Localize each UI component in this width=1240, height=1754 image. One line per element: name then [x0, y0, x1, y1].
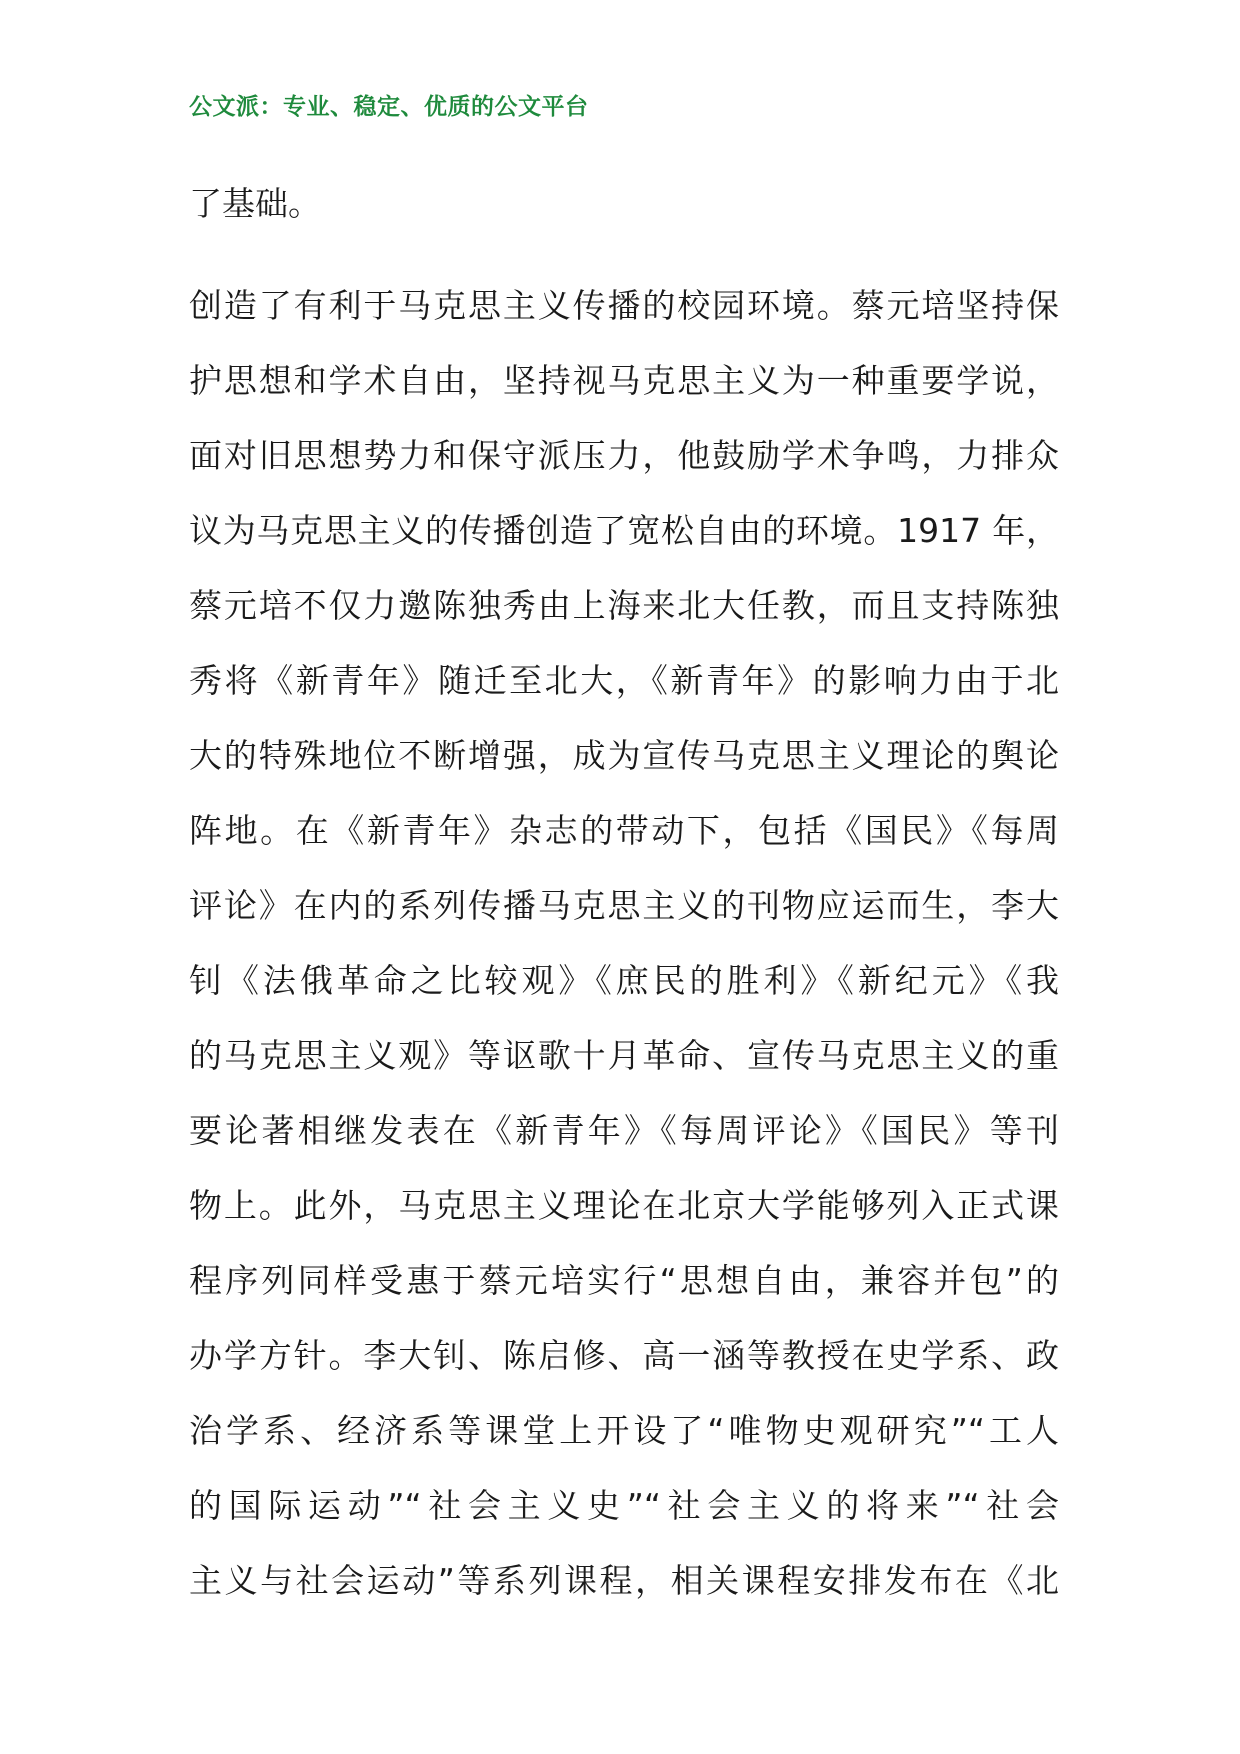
- text-line: 物上。此外，马克思主义理论在北京大学能够列入正式课: [189, 1186, 1059, 1225]
- text-line: 蔡元培不仅力邀陈独秀由上海来北大任教，而且支持陈独: [189, 586, 1059, 625]
- text-line: 办学方针。李大钊、陈启修、高一涵等教授在史学系、政: [189, 1336, 1059, 1375]
- text-line: 秀将《新青年》随迁至北大，《新青年》的影响力由于北: [189, 661, 1059, 700]
- document-body: [189, 166, 1059, 1618]
- text-line: 了基础。: [189, 184, 321, 223]
- text-line: 主义与社会运动”等系列课程，相关课程安排发布在《北: [189, 1561, 1059, 1600]
- text-line: 议为马克思主义的传播创造了宽松自由的环境。1917 年，: [189, 511, 1059, 550]
- text-line: 大的特殊地位不断增强，成为宣传马克思主义理论的舆论: [189, 736, 1059, 775]
- text-line: 要论著相继发表在《新青年》《每周评论》《国民》等刊: [189, 1111, 1059, 1150]
- text-line: 面对旧思想势力和保守派压力，他鼓励学术争鸣，力排众: [189, 436, 1059, 475]
- text-line: 创造了有利于马克思主义传播的校园环境。蔡元培坚持保: [189, 286, 1059, 325]
- text-line: 的国际运动”“社会主义史”“社会主义的将来”“社会: [189, 1486, 1059, 1525]
- text-line: 护思想和学术自由，坚持视马克思主义为一种重要学说，: [189, 361, 1059, 400]
- text-line: 治学系、经济系等课堂上开设了“唯物史观研究”“工人: [189, 1411, 1059, 1450]
- text-line: 钊《法俄革命之比较观》《庶民的胜利》《新纪元》《我: [189, 961, 1059, 1000]
- page-header: 公文派：专业、稳定、优质的公文平台: [189, 93, 589, 120]
- text-line: 的马克思主义观》等讴歌十月革命、宣传马克思主义的重: [189, 1036, 1059, 1075]
- text-line: 程序列同样受惠于蔡元培实行“思想自由，兼容并包”的: [189, 1261, 1059, 1300]
- paragraph-gap: [189, 241, 1059, 268]
- text-line: 阵地。在《新青年》杂志的带动下，包括《国民》《每周: [189, 811, 1059, 850]
- text-line: 评论》在内的系列传播马克思主义的刊物应运而生，李大: [189, 886, 1059, 925]
